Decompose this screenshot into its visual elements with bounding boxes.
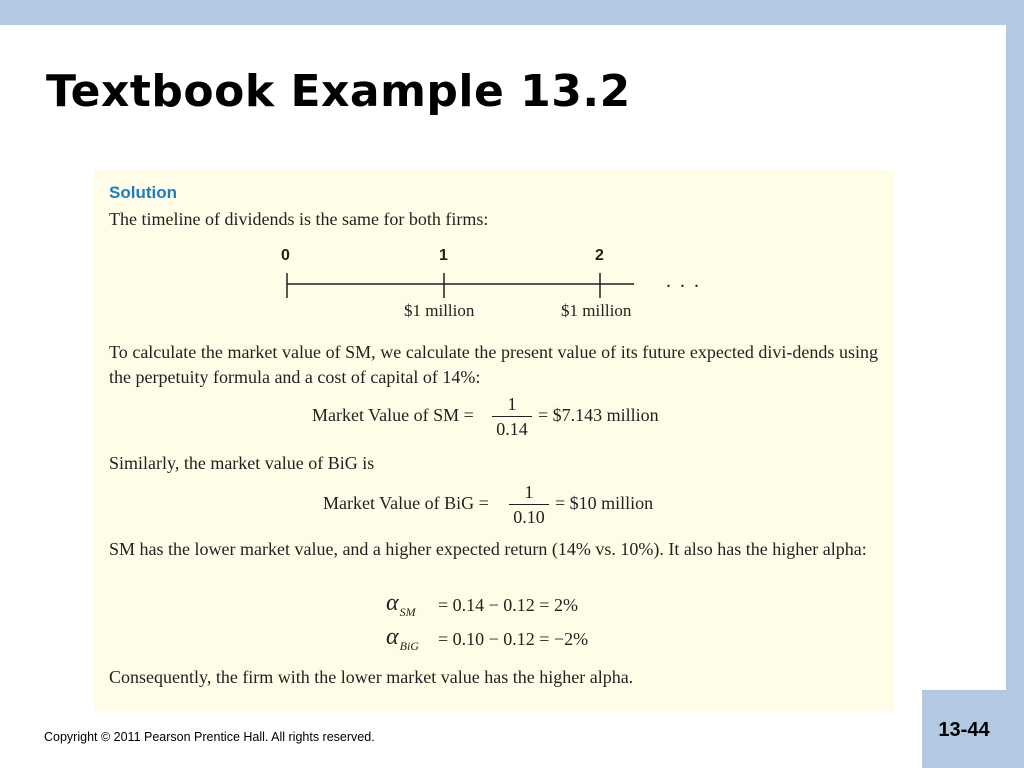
- eq-big-lhs: Market Value of BiG =: [323, 493, 489, 513]
- solution-panel: [94, 170, 893, 712]
- eq-big-fraction: [509, 482, 549, 527]
- eq-sm-fraction: [492, 394, 532, 439]
- page-number: 13-44: [938, 719, 990, 741]
- dividend-timeline: [94, 170, 893, 330]
- timeline-cashflow-1: $1 million: [404, 301, 475, 320]
- paragraph-big-intro: Similarly, the market value of BiG is: [109, 453, 375, 473]
- timeline-period-2: 2: [595, 247, 604, 264]
- timeline-cashflow-2: $1 million: [561, 301, 632, 320]
- page-number-box: [922, 690, 1024, 768]
- fraction-bar: [492, 416, 532, 417]
- timeline-ellipsis: . . .: [666, 270, 701, 292]
- solution-heading: Solution: [109, 183, 177, 202]
- eq-sm-numerator: 1: [507, 394, 517, 414]
- slide-title: Textbook Example 13.2: [46, 66, 631, 117]
- eq-sm-denominator: 0.14: [496, 419, 528, 440]
- right-band: [1006, 0, 1024, 768]
- copyright-notice: Copyright © 2011 Pearson Prentice Hall. All rights reserved.: [44, 730, 375, 744]
- paragraph-conclusion: Consequently, the firm with the lower market value has the higher alpha.: [109, 667, 634, 687]
- alpha-symbol: α: [386, 624, 399, 650]
- paragraph-sm-valuation: To calculate the market value of SM, we calculate the present value of its future expected divi-dends using the perpetuity formula and a cost of capital of 14%:: [109, 342, 878, 387]
- eq-big-denominator: 0.10: [513, 507, 545, 528]
- eq-big-numerator: 1: [524, 482, 534, 502]
- timeline-period-0: 0: [281, 247, 290, 264]
- alpha-big-subscript: BiG: [399, 639, 419, 653]
- paragraph-compare: SM has the lower market value, and a higher expected return (14% vs. 10%). It also has the higher alpha:: [109, 539, 867, 559]
- alpha-big-expression: = 0.10 − 0.12 = −2%: [438, 629, 589, 649]
- alpha-symbol: α: [386, 590, 399, 616]
- timeline-period-1: 1: [439, 247, 448, 264]
- alpha-sm-expression: = 0.14 − 0.12 = 2%: [438, 595, 578, 615]
- fraction-bar: [509, 504, 549, 505]
- eq-big-rhs: = $10 million: [555, 493, 654, 513]
- timeline-intro: The timeline of dividends is the same for both firms:: [109, 209, 489, 229]
- alpha-sm-line: [386, 590, 416, 617]
- top-band: [0, 0, 1024, 25]
- eq-sm-rhs: = $7.143 million: [538, 405, 659, 425]
- alpha-big-line: [386, 624, 419, 651]
- eq-sm-lhs: Market Value of SM =: [312, 405, 474, 425]
- alpha-sm-subscript: SM: [399, 605, 416, 619]
